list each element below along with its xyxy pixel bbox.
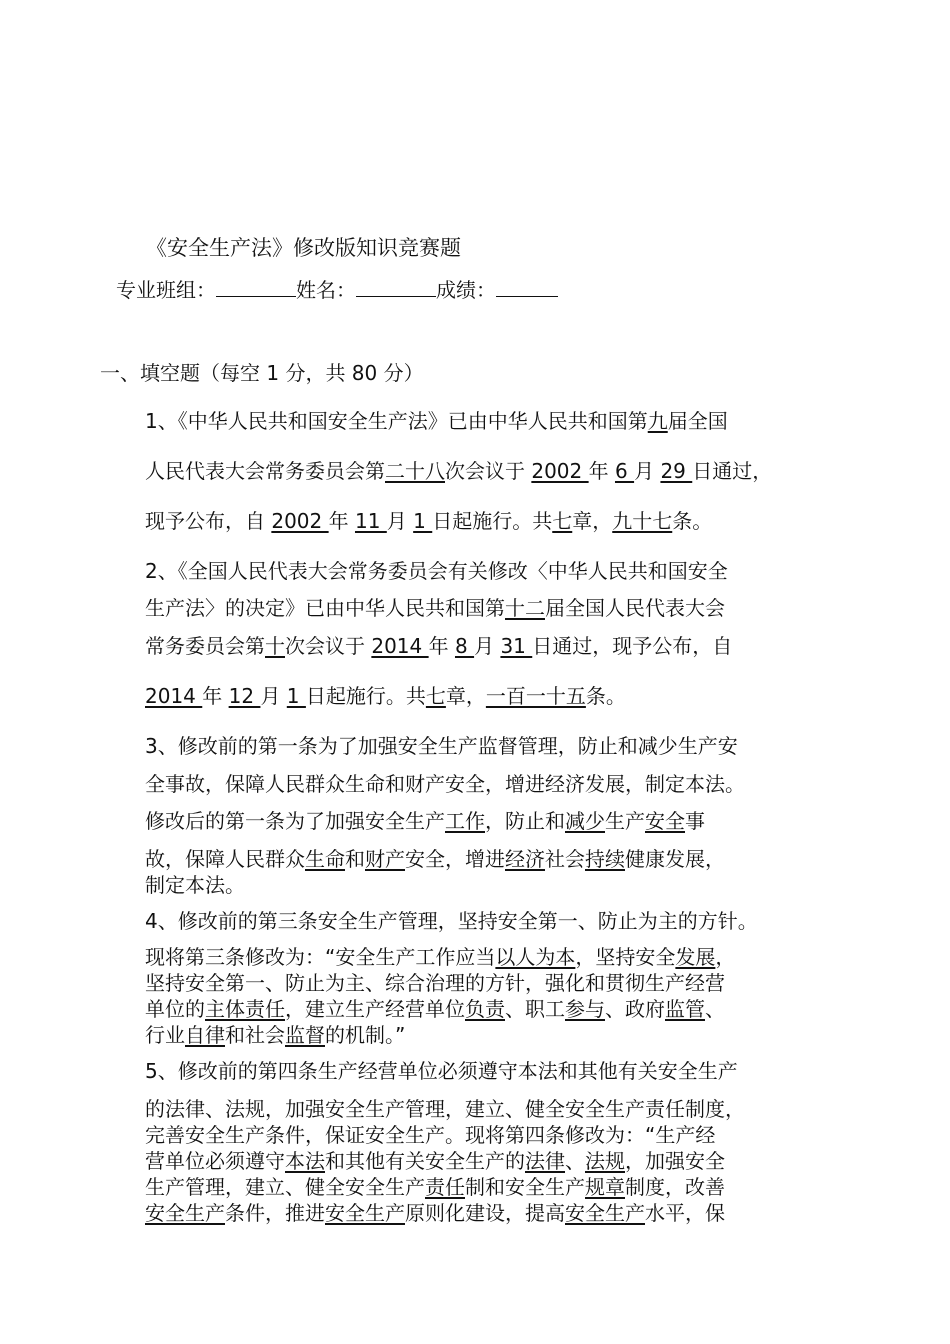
line-text: 行业 xyxy=(145,1023,185,1047)
line-text: 月 xyxy=(634,459,661,483)
line-text: ，建立生产经营单位 xyxy=(285,997,465,1021)
text-line xyxy=(145,733,738,759)
line-text: 1、《中华人民共和国安全生产法》已由中华人民共和国第 xyxy=(145,409,648,433)
text-line xyxy=(145,996,725,1022)
line-text: 日通过， xyxy=(692,459,773,483)
line-text: 、 xyxy=(705,997,725,1021)
text-line xyxy=(145,908,758,934)
line-text: 故，保障人民群众 xyxy=(145,847,305,871)
text-line xyxy=(145,970,725,996)
answer-blank: 生命 xyxy=(305,847,345,871)
line-text: 常务委员会第 xyxy=(145,634,265,658)
class-label: 专业班组： xyxy=(116,278,216,302)
answer-blank: 十二 xyxy=(505,596,545,620)
line-text: 章， xyxy=(445,684,486,708)
text-line xyxy=(145,771,745,797)
line-text: 社会 xyxy=(545,847,585,871)
text-line xyxy=(145,595,725,621)
page-title: 《安全生产法》修改版知识竞赛题 xyxy=(146,236,461,260)
line-text: 、 xyxy=(565,1149,585,1173)
line-text: 的机制。” xyxy=(325,1023,406,1047)
line-text: 制定本法。 xyxy=(145,873,245,897)
line-text: ， xyxy=(715,945,736,969)
answer-blank: 七 xyxy=(552,509,573,533)
answer-blank: 安全生产 xyxy=(145,1201,225,1225)
text-line xyxy=(145,1200,725,1226)
line-text: 5、修改前的第四条生产经营单位必须遵守本法和其他有关安全生产 xyxy=(145,1059,738,1083)
text-line xyxy=(145,846,725,872)
text-line xyxy=(145,633,732,659)
line-text: 条。 xyxy=(672,509,713,533)
text-line xyxy=(145,808,705,834)
line-text: 生产 xyxy=(605,809,645,833)
answer-blank: 11 xyxy=(354,509,387,533)
text-line xyxy=(145,944,735,970)
text-line xyxy=(145,458,772,484)
line-text: 月 xyxy=(386,509,414,533)
answer-blank: 减少 xyxy=(565,809,605,833)
line-text: 年 xyxy=(588,459,615,483)
class-blank[interactable] xyxy=(216,278,296,297)
text-line xyxy=(145,558,728,584)
answer-blank: 31 xyxy=(500,634,533,658)
answer-blank: 以人为本 xyxy=(495,945,576,969)
line-text: 年 xyxy=(428,634,455,658)
answer-blank: 安全生产 xyxy=(325,1201,405,1225)
text-line xyxy=(145,508,712,534)
line-text: 修改后的第一条为了加强安全生产 xyxy=(145,809,445,833)
line-text: 届全国 xyxy=(667,409,728,433)
line-text: 条件，推进 xyxy=(225,1201,325,1225)
answer-blank: 29 xyxy=(660,459,693,483)
line-text: 营单位必须遵守 xyxy=(145,1149,285,1173)
line-text: 章， xyxy=(572,509,613,533)
answer-blank: 2002 xyxy=(271,509,329,533)
line-text: 、政府 xyxy=(605,997,665,1021)
line-text: ，坚持安全 xyxy=(575,945,676,969)
answer-blank: 发展 xyxy=(675,945,716,969)
text-line xyxy=(145,1148,725,1174)
text-line xyxy=(145,1174,725,1200)
answer-blank: 6 xyxy=(614,459,635,483)
answer-blank: 监督 xyxy=(285,1023,325,1047)
answer-blank: 责任 xyxy=(425,1175,465,1199)
name-blank[interactable] xyxy=(356,278,436,297)
answer-blank: 主体责任 xyxy=(205,997,285,1021)
answer-blank: 1 xyxy=(413,509,433,533)
line-text: 月 xyxy=(474,634,501,658)
student-info-row xyxy=(116,274,558,303)
line-text: 水平，保 xyxy=(645,1201,725,1225)
answer-blank: 法规 xyxy=(585,1149,625,1173)
line-text: 次会议于 xyxy=(285,634,372,658)
text-line xyxy=(145,1058,738,1084)
text-line xyxy=(145,1122,715,1148)
line-text: 人民代表大会常务委员会第 xyxy=(145,459,385,483)
line-text: 4、修改前的第三条安全生产管理，坚持安全第一、防止为主的方针。 xyxy=(145,909,758,933)
answer-blank: 规章 xyxy=(585,1175,625,1199)
answer-blank: 经济 xyxy=(505,847,545,871)
line-text: 2、《全国人民代表大会常务委员会有关修改〈中华人民共和国安全 xyxy=(145,559,728,583)
text-line xyxy=(145,872,245,898)
line-text: 现将第三条修改为：“安全生产工作应当 xyxy=(145,945,496,969)
line-text: 完善安全生产条件，保证安全生产。现将第四条修改为：“生产经 xyxy=(145,1123,716,1147)
answer-blank: 1 xyxy=(286,684,306,708)
answer-blank: 2014 xyxy=(145,684,203,708)
line-text: 年 xyxy=(202,684,229,708)
answer-blank: 法律 xyxy=(525,1149,565,1173)
text-line xyxy=(145,1096,745,1122)
line-text: 日通过，现予公布，自 xyxy=(532,634,733,658)
line-text: 月 xyxy=(260,684,287,708)
line-text: 制和安全生产 xyxy=(465,1175,585,1199)
answer-blank: 安全 xyxy=(645,809,685,833)
line-text: 、职工 xyxy=(505,997,565,1021)
line-text: 健康发展， xyxy=(625,847,725,871)
line-text: 和其他有关安全生产的 xyxy=(325,1149,525,1173)
answer-blank: 七 xyxy=(425,684,446,708)
line-text: 全事故，保障人民群众生命和财产安全，增进经济发展，制定本法。 xyxy=(145,772,745,796)
name-label: 姓名： xyxy=(296,278,356,302)
line-text: 和 xyxy=(345,847,365,871)
answer-blank: 十 xyxy=(265,634,285,658)
line-text: 次会议于 xyxy=(445,459,532,483)
line-text: 年 xyxy=(328,509,355,533)
line-text: 事 xyxy=(685,809,705,833)
line-text: 日起施行。共 xyxy=(432,509,553,533)
text-line xyxy=(145,683,626,709)
answer-blank: 工作 xyxy=(445,809,485,833)
line-text: 的法律、法规，加强安全生产管理，建立、健全安全生产责任制度， xyxy=(145,1097,745,1121)
answer-blank: 安全生产 xyxy=(565,1201,645,1225)
line-text: 生产法〉的决定》已由中华人民共和国第 xyxy=(145,596,505,620)
answer-blank: 参与 xyxy=(565,997,605,1021)
text-line xyxy=(145,408,728,434)
line-text: 日起施行。共 xyxy=(305,684,426,708)
line-text: 制度，改善 xyxy=(625,1175,725,1199)
answer-blank: 一百一十五 xyxy=(485,684,586,708)
line-text: 现予公布，自 xyxy=(145,509,272,533)
line-text: 3、修改前的第一条为了加强安全生产监督管理，防止和减少生产安 xyxy=(145,734,738,758)
score-label: 成绩： xyxy=(436,278,496,302)
text-line xyxy=(145,1022,405,1048)
line-text: ，防止和 xyxy=(485,809,565,833)
answer-blank: 负责 xyxy=(465,997,505,1021)
line-text: 安全，增进 xyxy=(405,847,505,871)
score-blank[interactable] xyxy=(496,278,558,297)
answer-blank: 九 xyxy=(647,409,668,433)
answer-blank: 12 xyxy=(228,684,261,708)
line-text: 届全国人民代表大会 xyxy=(545,596,725,620)
line-text: 生产管理，建立、健全安全生产 xyxy=(145,1175,425,1199)
line-text: 坚持安全第一、防止为主、综合治理的方针，强化和贯彻生产经营 xyxy=(145,971,725,995)
answer-blank: 8 xyxy=(454,634,475,658)
answer-blank: 九十七 xyxy=(612,509,673,533)
line-text: 原则化建设，提高 xyxy=(405,1201,565,1225)
section-heading: 一、填空题（每空 1 分，共 80 分） xyxy=(100,361,424,385)
answer-blank: 2014 xyxy=(371,634,429,658)
answer-blank: 财产 xyxy=(365,847,405,871)
answer-blank: 自律 xyxy=(185,1023,225,1047)
line-text: ，加强安全 xyxy=(625,1149,725,1173)
line-text: 和社会 xyxy=(225,1023,285,1047)
answer-blank: 持续 xyxy=(585,847,625,871)
answer-blank: 本法 xyxy=(285,1149,325,1173)
answer-blank: 2002 xyxy=(531,459,589,483)
answer-blank: 二十八 xyxy=(385,459,445,483)
line-text: 条。 xyxy=(585,684,626,708)
answer-blank: 监管 xyxy=(665,997,705,1021)
line-text: 单位的 xyxy=(145,997,205,1021)
